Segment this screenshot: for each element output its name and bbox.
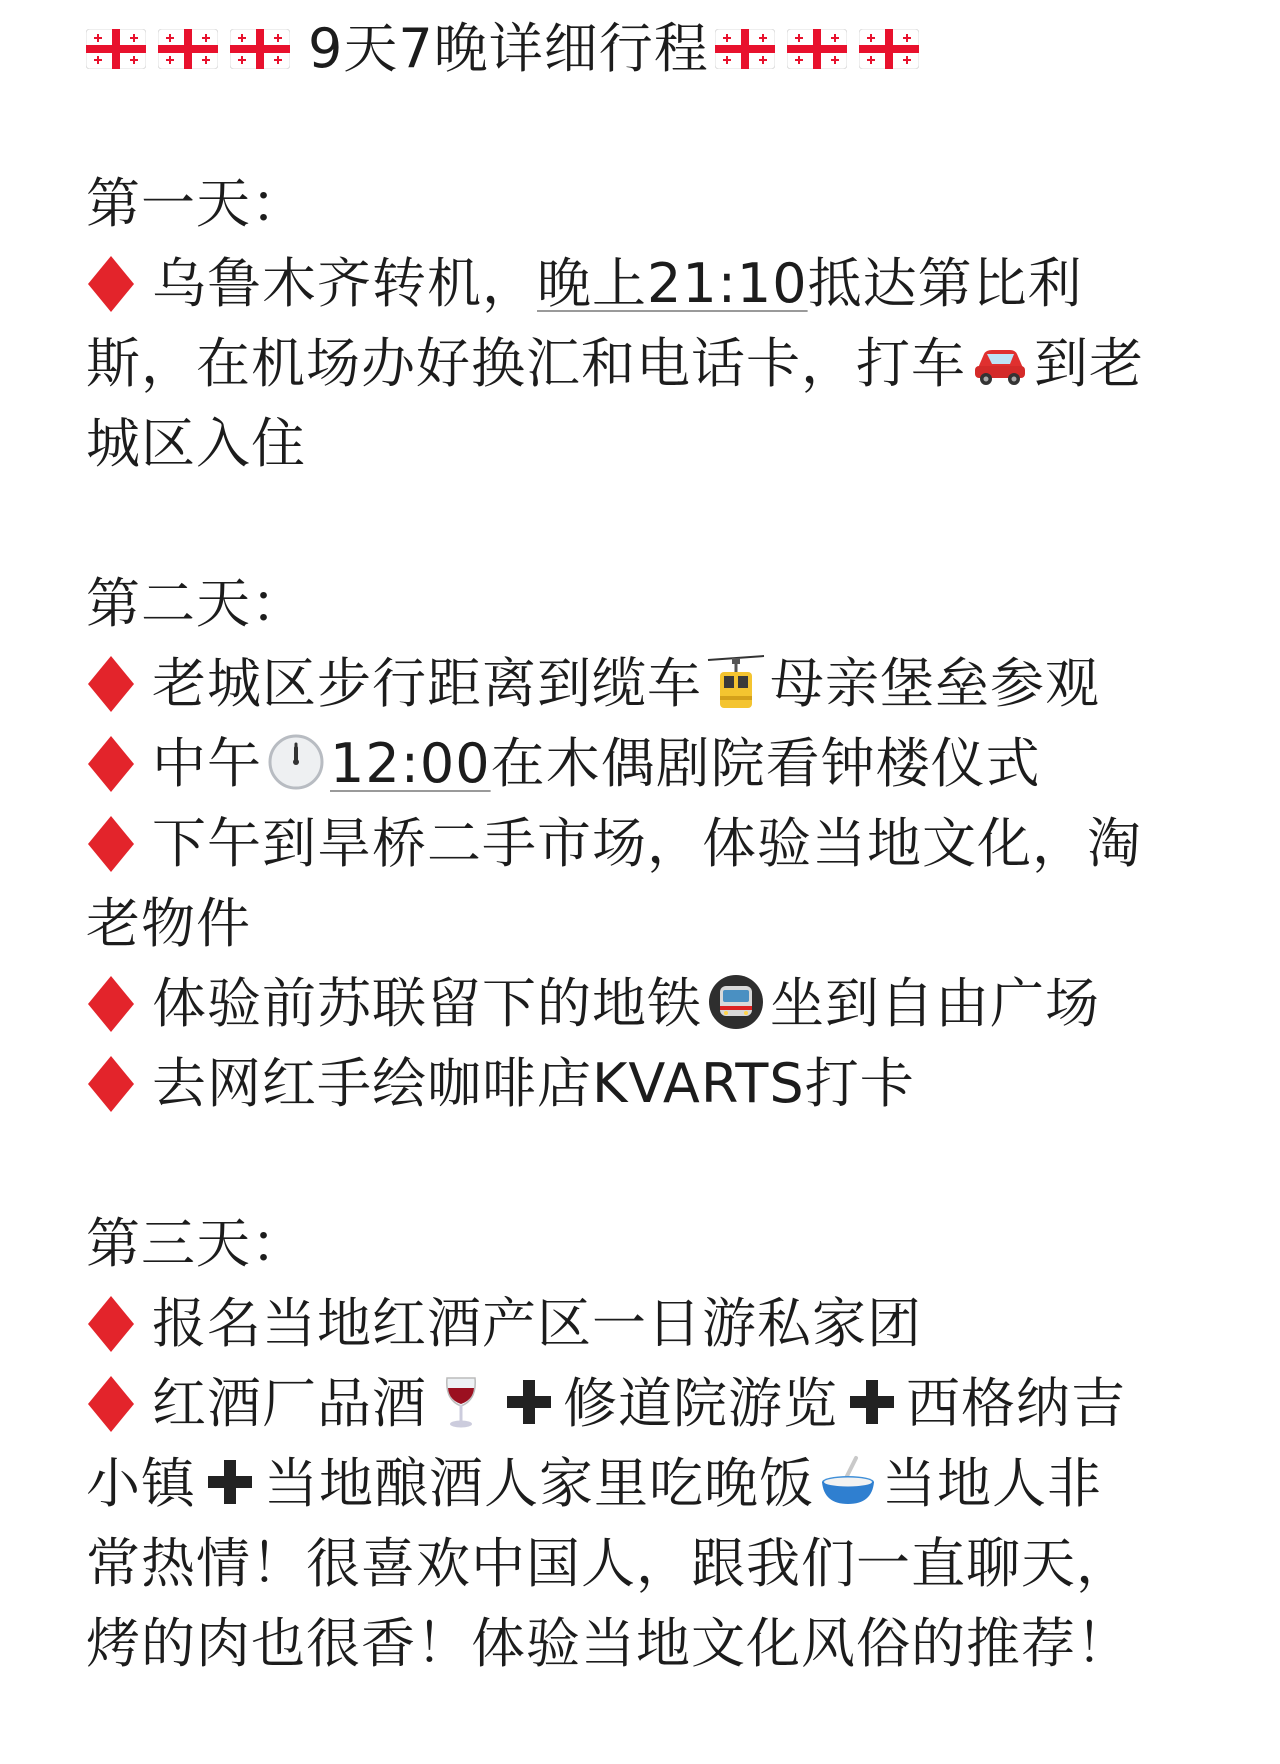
list-item-continuation xyxy=(86,884,1216,964)
bowl-icon xyxy=(818,1452,878,1512)
item-text: 西格纳吉 xyxy=(906,1372,1126,1435)
plus-icon xyxy=(842,1372,902,1432)
list-item xyxy=(86,1364,1216,1444)
plus-icon xyxy=(499,1372,559,1432)
list-item xyxy=(86,1044,1216,1124)
list-item-continuation xyxy=(86,404,1216,484)
item-text: 乌鲁木齐转机， xyxy=(152,252,537,315)
list-item xyxy=(86,724,1216,804)
item-text: 修道院游览 xyxy=(563,1372,838,1435)
item-text: 斯，在机场办好换汇和电话卡，打车 xyxy=(86,332,966,395)
item-text: 老城区步行距离到缆车 xyxy=(152,652,702,715)
diamond-bullet-icon xyxy=(86,1054,136,1114)
page-title xyxy=(86,14,1216,84)
list-item-continuation xyxy=(86,1604,1216,1684)
wine-glass-icon xyxy=(431,1372,491,1432)
georgia-flag-icon xyxy=(787,29,847,69)
item-text: 小镇 xyxy=(86,1452,196,1515)
item-text: 当地人非 xyxy=(882,1452,1102,1515)
cable-car-icon xyxy=(706,652,766,712)
item-text: 体验前苏联留下的地铁 xyxy=(152,972,702,1035)
diamond-bullet-icon xyxy=(86,974,136,1034)
itinerary-note xyxy=(86,14,1216,1764)
title-text: 9天7晚详细行程 xyxy=(308,17,709,80)
item-text: 常热情！很喜欢中国人，跟我们一直聊天， xyxy=(86,1532,1131,1595)
diamond-bullet-icon xyxy=(86,1294,136,1354)
day-heading: 第二天： xyxy=(86,572,306,635)
item-text: 烤的肉也很香！体验当地文化风俗的推荐！ xyxy=(86,1612,1131,1675)
item-text: 去网红手绘咖啡店KVARTS打卡 xyxy=(152,1052,915,1115)
georgia-flag-icon xyxy=(715,29,775,69)
list-item xyxy=(86,804,1216,884)
day-heading: 第一天： xyxy=(86,172,306,235)
georgia-flag-icon xyxy=(86,29,146,69)
item-text: 城区入住 xyxy=(86,412,306,475)
item-text: 中午 xyxy=(152,732,262,795)
item-text: 老物件 xyxy=(86,892,251,955)
metro-icon xyxy=(706,972,766,1032)
day-1-section xyxy=(86,164,1216,484)
list-item-continuation xyxy=(86,1444,1216,1524)
plus-icon xyxy=(200,1452,260,1512)
list-item-continuation xyxy=(86,1524,1216,1604)
diamond-bullet-icon xyxy=(86,734,136,794)
item-text: 坐到自由广场 xyxy=(770,972,1100,1035)
list-item xyxy=(86,1284,1216,1364)
diamond-bullet-icon xyxy=(86,654,136,714)
item-text: 抵达第比利 xyxy=(807,252,1083,315)
diamond-bullet-icon xyxy=(86,254,136,314)
day-2-section xyxy=(86,564,1216,1124)
item-text-time: 12:00 xyxy=(330,732,491,795)
georgia-flag-icon xyxy=(158,29,218,69)
item-text: 到老 xyxy=(1034,332,1144,395)
georgia-flag-icon xyxy=(859,29,919,69)
item-text: 红酒厂品酒 xyxy=(152,1372,427,1435)
diamond-bullet-icon xyxy=(86,1374,136,1434)
list-item-continuation xyxy=(86,324,1216,404)
item-text-time: 晚上21:10 xyxy=(537,252,808,315)
clock-icon xyxy=(266,732,326,792)
car-icon xyxy=(970,332,1030,392)
item-text: 报名当地红酒产区一日游私家团 xyxy=(152,1292,922,1355)
diamond-bullet-icon xyxy=(86,814,136,874)
georgia-flag-icon xyxy=(230,29,290,69)
list-item xyxy=(86,964,1216,1044)
item-text: 母亲堡垒参观 xyxy=(770,652,1100,715)
item-text: 当地酿酒人家里吃晚饭 xyxy=(264,1452,814,1515)
day-heading: 第三天： xyxy=(86,1212,306,1275)
list-item xyxy=(86,244,1216,324)
day-3-section xyxy=(86,1204,1216,1684)
list-item xyxy=(86,644,1216,724)
item-text: 在木偶剧院看钟楼仪式 xyxy=(490,732,1041,795)
item-text: 下午到旱桥二手市场，体验当地文化，淘 xyxy=(152,812,1142,875)
